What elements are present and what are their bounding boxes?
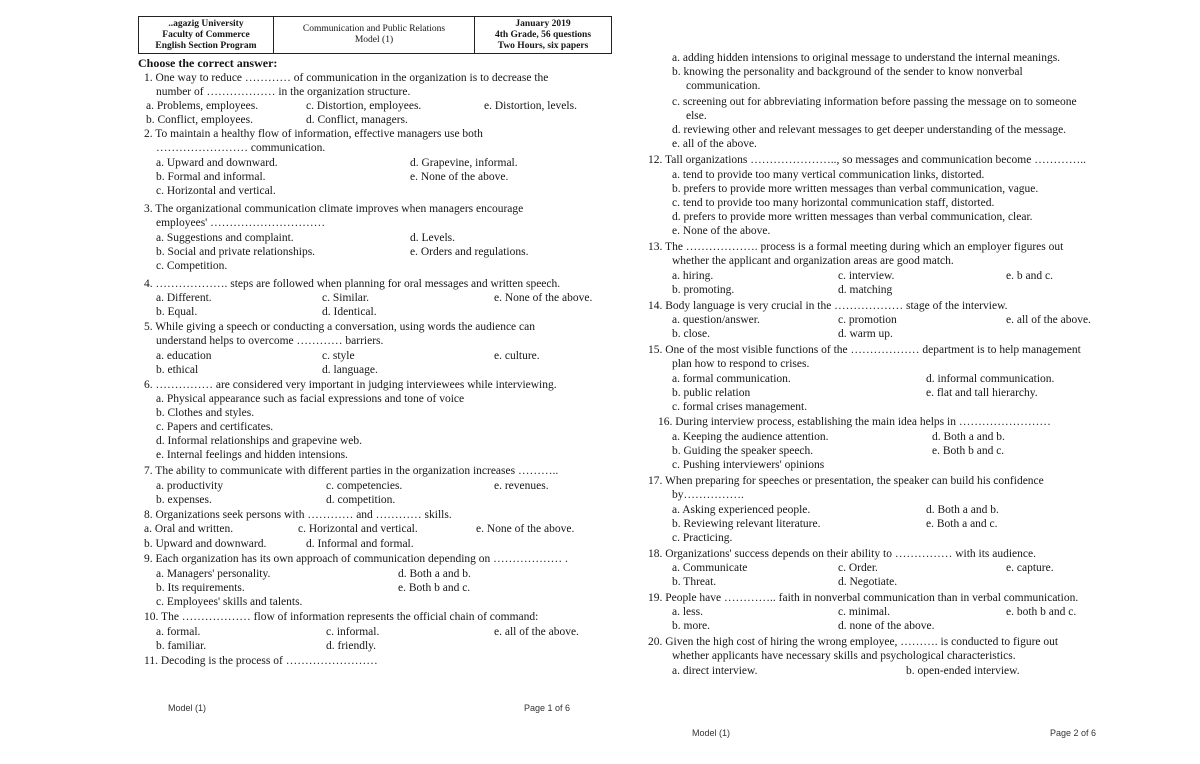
answer-option: b. prefers to provide more written messages than verbal communication, vague. xyxy=(672,183,1039,195)
question-line: 16. During interview process, establishing the main idea helps in …………………… xyxy=(658,416,1051,428)
answer-option: c. tend to provide too many horizontal communication staff, distorted. xyxy=(672,197,995,209)
answer-option: a. formal communication. xyxy=(672,373,791,385)
question-line: 12. Tall organizations ………………….., so messages and communication become ………….. xyxy=(648,154,1086,166)
question-line: …………………… communication. xyxy=(156,142,326,154)
answer-option: a. Keeping the audience attention. xyxy=(672,431,829,443)
answer-option: b. Threat. xyxy=(672,576,717,588)
question-line: 2. To maintain a healthy flow of information, effective managers use both xyxy=(144,128,483,140)
answer-option: e. culture. xyxy=(494,350,540,362)
answer-option: d. informal communication. xyxy=(926,373,1055,385)
answer-option: d. Grapevine, informal. xyxy=(410,157,518,169)
answer-option: a. adding hidden intensions to original message to understand the internal meanings. xyxy=(672,52,1061,64)
answer-option: c. formal crises management. xyxy=(672,401,808,413)
answer-option: d. Negotiate. xyxy=(838,576,898,588)
answer-option: d. none of the above. xyxy=(838,620,935,632)
answer-option: d. matching xyxy=(838,284,893,296)
header-course-cell xyxy=(274,17,475,53)
answer-option: e. Distortion, levels. xyxy=(484,100,577,112)
answer-option: a. productivity xyxy=(156,480,224,492)
answer-option: e. Both a and c. xyxy=(926,518,998,530)
exam-date: January 2019 xyxy=(515,18,571,29)
answer-option: e. all of the above. xyxy=(1006,314,1091,326)
answer-option: b. promoting. xyxy=(672,284,735,296)
answer-option: b. knowing the personality and background of the sender to know nonverbal xyxy=(672,66,1023,78)
question-line: 19. People have ………….. faith in nonverbal communication than in verbal communication. xyxy=(648,592,1079,604)
answer-option: a. less. xyxy=(672,606,703,618)
answer-option: a. Oral and written. xyxy=(144,523,234,535)
answer-option: b. Social and private relationships. xyxy=(156,246,316,258)
answer-option: communication. xyxy=(686,80,761,92)
question-line: 15. One of the most visible functions of the ……………… department is to help management xyxy=(648,344,1081,356)
answer-option: c. Employees' skills and talents. xyxy=(156,596,303,608)
question-line: 20. Given the high cost of hiring the wrong employee, ………. is conducted to figure out xyxy=(648,636,1059,648)
answer-option: e. Orders and regulations. xyxy=(410,246,529,258)
question-line: 10. The ……………… flow of information represents the official chain of command: xyxy=(144,611,539,623)
answer-option: a. Managers' personality. xyxy=(156,568,271,580)
answer-option: e. None of the above. xyxy=(672,225,771,237)
header-exam-info-cell xyxy=(475,17,611,53)
answer-option: d. warm up. xyxy=(838,328,893,340)
answer-option: c. Order. xyxy=(838,562,878,574)
answer-option: b. Guiding the speaker speech. xyxy=(672,445,814,457)
answer-option: b. Equal. xyxy=(156,306,198,318)
answer-option: c. interview. xyxy=(838,270,895,282)
course-name: Communication and Public Relations xyxy=(302,24,446,34)
question-line: 4. ………………. steps are followed when planning for oral messages and written speech. xyxy=(144,278,561,290)
answer-option: a. Physical appearance such as facial expressions and tone of voice xyxy=(156,393,465,405)
answer-option: c. competencies. xyxy=(326,480,403,492)
footer-page-number: Page 2 of 6 xyxy=(1050,728,1097,738)
university-name: ..agazig University xyxy=(168,18,244,29)
answer-option: c. Similar. xyxy=(322,292,369,304)
answer-option: c. style xyxy=(322,350,355,362)
answer-option: d. Both a and b. xyxy=(932,431,1005,443)
answer-option: c. Practicing. xyxy=(672,532,733,544)
answer-option: c. Horizontal and vertical. xyxy=(156,185,276,197)
question-line: whether applicants have necessary skills and psychological characteristics. xyxy=(672,650,1016,662)
answer-option: a. Asking experienced people. xyxy=(672,504,811,516)
answer-option: b. more. xyxy=(672,620,711,632)
answer-option: e. both b and c. xyxy=(1006,606,1077,618)
answer-option: d. competition. xyxy=(326,494,396,506)
answer-option: a. formal. xyxy=(156,626,201,638)
answer-option: a. question/answer. xyxy=(672,314,760,326)
answer-option: d. friendly. xyxy=(326,640,377,652)
footer-page-number: Page 1 of 6 xyxy=(524,703,571,713)
answer-option: a. direct interview. xyxy=(672,665,758,677)
answer-option: e. all of the above. xyxy=(672,138,757,150)
answer-option: d. Both a and b. xyxy=(398,568,471,580)
answer-option: e. Both b and c. xyxy=(932,445,1005,457)
question-line: whether the applicant and organization areas are good match. xyxy=(672,255,954,267)
question-line: 13. The ………………. process is a formal meeting during which an employer figures out xyxy=(648,241,1064,253)
answer-option: else. xyxy=(686,110,707,122)
answer-option: b. close. xyxy=(672,328,711,340)
question-line: 9. Each organization has its own approach of communication depending on ……………… . xyxy=(144,553,568,565)
answer-option: d. Conflict, managers. xyxy=(306,114,408,126)
answer-option: c. promotion xyxy=(838,314,897,326)
answer-option: a. hiring. xyxy=(672,270,714,282)
answer-option: b. open-ended interview. xyxy=(906,665,1020,677)
model-name: Model (1) xyxy=(354,35,394,45)
answer-option: a. education xyxy=(156,350,212,362)
answer-option: d. reviewing other and relevant messages to get deeper understanding of the message. xyxy=(672,124,1067,136)
answer-option: a. Problems, employees. xyxy=(146,100,259,112)
question-line: 6. …………… are considered very important in judging interviewees while interviewing. xyxy=(144,379,557,391)
answer-option: e. capture. xyxy=(1006,562,1054,574)
answer-option: d. Informal and formal. xyxy=(306,538,414,550)
footer-model-label: Model (1) xyxy=(692,728,731,738)
question-line: 8. Organizations seek persons with ………… and ………… skills. xyxy=(144,509,452,521)
answer-option: d. prefers to provide more written messages than verbal communication, clear. xyxy=(672,211,1033,223)
answer-option: d. language. xyxy=(322,364,378,376)
answer-option: b. public relation xyxy=(672,387,751,399)
answer-option: d. Levels. xyxy=(410,232,456,244)
answer-option: e. None of the above. xyxy=(476,523,575,535)
footer-model-label: Model (1) xyxy=(168,703,207,713)
exam-duration: Two Hours, six papers xyxy=(497,40,589,51)
question-line: number of ……………… in the organization structure. xyxy=(156,86,411,98)
question-line: 14. Body language is very crucial in the ……………… stage of the interview. xyxy=(648,300,1008,312)
answer-option: e. all of the above. xyxy=(494,626,579,638)
answer-option: d. Identical. xyxy=(322,306,377,318)
answer-option: e. None of the above. xyxy=(494,292,593,304)
answer-option: b. ethical xyxy=(156,364,199,376)
answer-option: a. Different. xyxy=(156,292,212,304)
answer-option: b. Conflict, employees. xyxy=(146,114,253,126)
exam-header-table xyxy=(138,16,612,54)
answer-option: a. Communicate xyxy=(672,562,748,574)
answer-option: c. Pushing interviewers' opinions xyxy=(672,459,825,471)
question-line: employees' ………………………… xyxy=(156,217,326,229)
answer-option: b. familiar. xyxy=(156,640,207,652)
answer-option: c. Horizontal and vertical. xyxy=(298,523,418,535)
question-line: by……………. xyxy=(672,489,744,501)
question-line: 18. Organizations' success depends on their ability to …………… with its audience. xyxy=(648,548,1036,560)
question-line: 5. While giving a speech or conducting a conversation, using words the audience can xyxy=(144,321,535,333)
answer-option: a. Suggestions and complaint. xyxy=(156,232,294,244)
question-line: 17. When preparing for speeches or presentation, the speaker can build his confidence xyxy=(648,475,1044,487)
exam-page-2 xyxy=(600,0,1200,764)
header-institution-cell xyxy=(139,17,274,53)
question-line: plan how to respond to crises. xyxy=(672,358,810,370)
instruction-heading: Choose the correct answer: xyxy=(138,56,278,70)
answer-option: e. b and c. xyxy=(1006,270,1053,282)
answer-option: b. Its requirements. xyxy=(156,582,245,594)
question-line: understand helps to overcome ………… barriers. xyxy=(156,335,384,347)
answer-option: c. Competition. xyxy=(156,260,228,272)
question-line: 7. The ability to communicate with different parties in the organization increases ……….. xyxy=(144,465,559,477)
answer-option: d. Informal relationships and grapevine web. xyxy=(156,435,362,447)
answer-option: e. Internal feelings and hidden intensions. xyxy=(156,449,348,461)
answer-option: e. Both b and c. xyxy=(398,582,471,594)
answer-option: b. Upward and downward. xyxy=(144,538,267,550)
answer-option: e. flat and tall hierarchy. xyxy=(926,387,1038,399)
answer-option: a. Upward and downward. xyxy=(156,157,278,169)
answer-option: b. Reviewing relevant literature. xyxy=(672,518,821,530)
answer-option: c. Distortion, employees. xyxy=(306,100,422,112)
faculty-name: Faculty of Commerce xyxy=(162,29,250,40)
answer-option: b. Formal and informal. xyxy=(156,171,266,183)
answer-option: b. Clothes and styles. xyxy=(156,407,255,419)
program-name: English Section Program xyxy=(155,40,257,51)
answer-option: c. minimal. xyxy=(838,606,891,618)
answer-option: d. Both a and b. xyxy=(926,504,999,516)
exam-grade: 4th Grade, 56 questions xyxy=(494,29,592,40)
answer-option: b. expenses. xyxy=(156,494,212,506)
answer-option: e. None of the above. xyxy=(410,171,509,183)
answer-option: c. informal. xyxy=(326,626,380,638)
question-line: 11. Decoding is the process of …………………… xyxy=(144,655,378,667)
question-line: 1. One way to reduce ………… of communication in the organization is to decrease the xyxy=(144,72,549,84)
answer-option: c. Papers and certificates. xyxy=(156,421,274,433)
question-line: 3. The organizational communication climate improves when managers encourage xyxy=(144,203,524,215)
answer-option: c. screening out for abbreviating information before passing the message on to someone xyxy=(672,96,1077,108)
answer-option: e. revenues. xyxy=(494,480,549,492)
answer-option: a. tend to provide too many vertical communication links, distorted. xyxy=(672,169,985,181)
